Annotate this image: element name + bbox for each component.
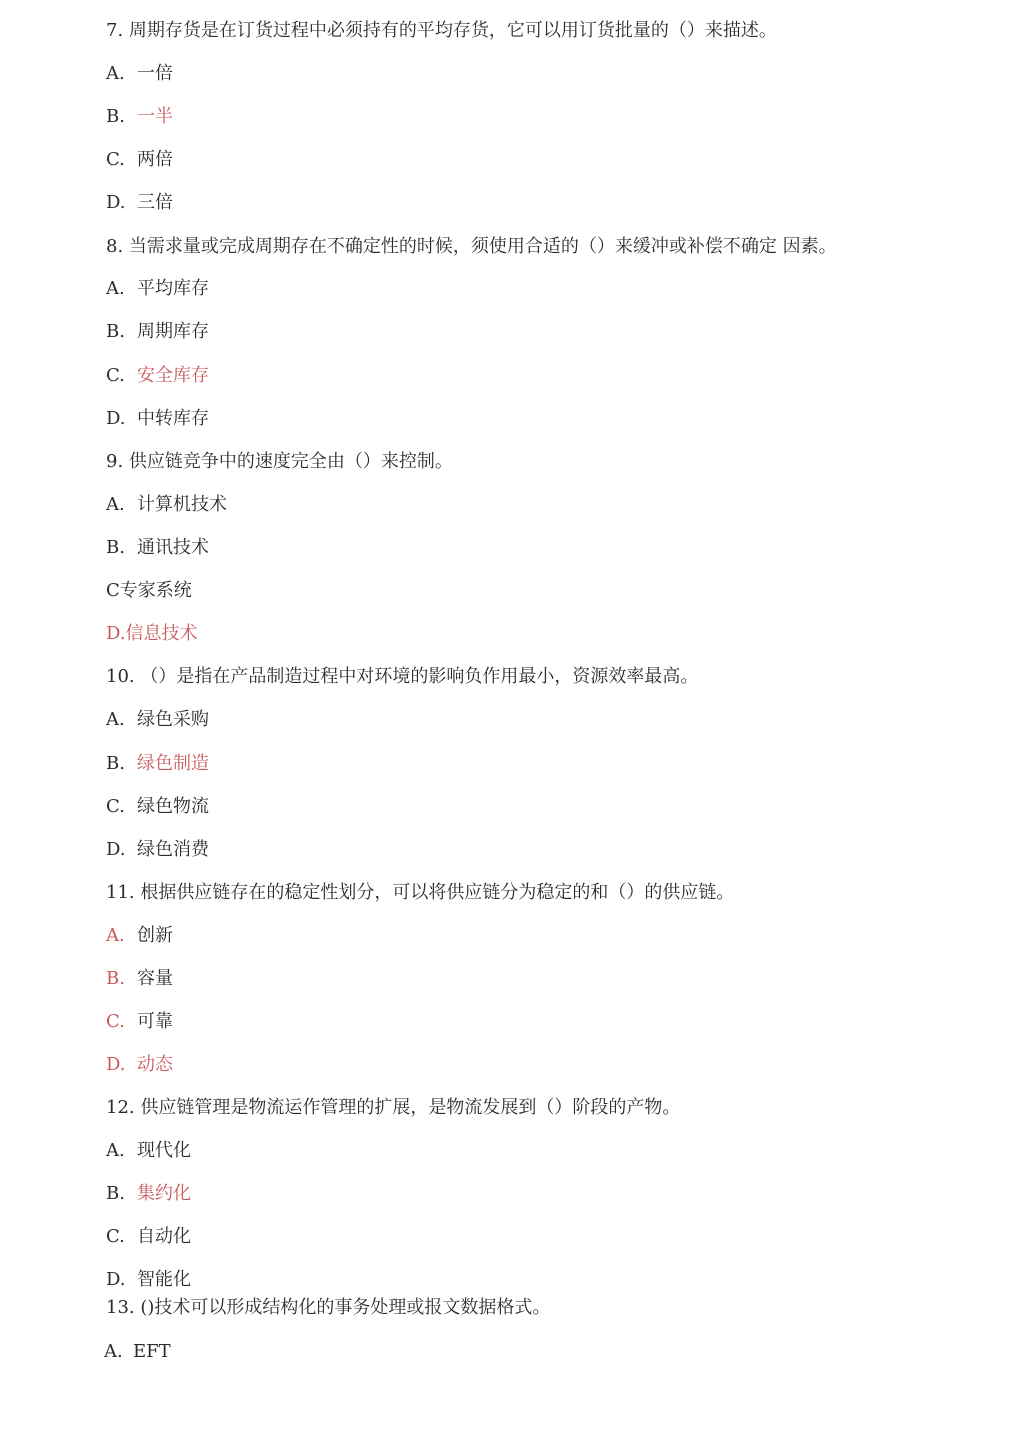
option-text: 绿色采购 [137, 709, 209, 730]
option-text: 创新 [137, 925, 173, 946]
option-marker: C [106, 580, 120, 601]
option-text: 中转库存 [137, 408, 209, 429]
q10-option-a [106, 708, 209, 732]
option-marker: B. [106, 321, 125, 342]
q11-option-a [106, 924, 173, 948]
option-text: 周期库存 [137, 321, 209, 342]
q11-option-d [106, 1053, 173, 1077]
option-text: 现代化 [137, 1140, 191, 1161]
q12-option-d [106, 1268, 191, 1292]
q12-option-c [106, 1225, 191, 1249]
option-text: 绿色物流 [137, 796, 209, 817]
option-text: 专家系统 [119, 580, 192, 601]
option-marker: B. [106, 106, 125, 127]
option-marker: D. [106, 839, 126, 860]
q8-option-a [106, 277, 209, 301]
option-marker: D. [106, 623, 126, 644]
q9-option-b [106, 536, 209, 560]
option-marker: A. [106, 709, 125, 730]
option-text: 可靠 [137, 1011, 173, 1032]
question-13-stem: 13. ()技术可以形成结构化的事务处理或报文数据格式。 [106, 1297, 551, 1318]
q10-option-c [106, 795, 209, 819]
question-8-stem: 8. 当需求量或完成周期存在不确定性的时候，须使用合适的（）来缓冲或补偿不确定 因素。 [106, 236, 837, 257]
option-text: 两倍 [137, 149, 173, 170]
option-marker-answer: A. [106, 925, 125, 946]
option-marker: D. [106, 1269, 126, 1290]
option-marker: C. [106, 365, 125, 386]
q7-option-b [106, 105, 173, 129]
q9-option-d [106, 622, 198, 646]
option-marker: A. [106, 494, 125, 515]
option-text-answer: 集约化 [137, 1183, 191, 1204]
q13-option-a [104, 1340, 171, 1364]
option-text: 三倍 [137, 192, 173, 213]
option-marker: C. [106, 1226, 125, 1247]
option-text: 容量 [137, 968, 173, 989]
option-marker: B. [106, 753, 125, 774]
option-text-answer: 信息技术 [125, 623, 198, 644]
option-marker: A. [106, 1140, 125, 1161]
option-marker: D. [106, 192, 126, 213]
q7-option-d [106, 191, 173, 215]
option-marker: D. [106, 408, 126, 429]
q8-option-b [106, 320, 209, 344]
option-text: 一倍 [137, 63, 173, 84]
option-text: 智能化 [137, 1269, 191, 1290]
q10-option-d [106, 838, 209, 862]
option-marker: A. [104, 1341, 123, 1362]
option-text-answer: 一半 [137, 106, 173, 127]
option-text-answer: 安全库存 [137, 365, 209, 386]
q8-option-c [106, 364, 209, 388]
q11-option-c [106, 1010, 173, 1034]
option-text-answer: 动态 [137, 1054, 173, 1075]
option-marker-answer: B. [106, 968, 125, 989]
option-text: EFT [133, 1341, 171, 1362]
option-text: 通讯技术 [137, 537, 209, 558]
q9-option-c [106, 579, 192, 603]
q9-option-a [106, 493, 227, 517]
option-marker: A. [106, 63, 125, 84]
option-text: 计算机技术 [137, 494, 227, 515]
q12-option-a [106, 1139, 191, 1163]
q7-option-a [106, 62, 173, 86]
question-11-stem: 11. 根据供应链存在的稳定性划分，可以将供应链分为稳定的和（）的供应链。 [106, 882, 735, 903]
option-text: 绿色消费 [137, 839, 209, 860]
q11-option-b [106, 967, 173, 991]
option-marker: B. [106, 537, 125, 558]
option-marker-answer: C. [106, 1011, 125, 1032]
option-text: 平均库存 [137, 278, 209, 299]
question-7-stem: 7. 周期存货是在订货过程中必须持有的平均存货，它可以用订货批量的（）来描述。 [106, 20, 777, 41]
option-text: 自动化 [137, 1226, 191, 1247]
option-marker-answer: D. [106, 1054, 126, 1075]
option-marker: A. [106, 278, 125, 299]
q8-option-d [106, 407, 209, 431]
q12-option-b [106, 1182, 191, 1206]
option-marker: C. [106, 149, 125, 170]
q10-option-b [106, 752, 209, 776]
option-marker: C. [106, 796, 125, 817]
q7-option-c [106, 148, 173, 172]
option-text-answer: 绿色制造 [137, 753, 209, 774]
question-10-stem: 10. （）是指在产品制造过程中对环境的影响负作用最小，资源效率最高。 [106, 666, 699, 687]
question-12-stem: 12. 供应链管理是物流运作管理的扩展，是物流发展到（）阶段的产物。 [106, 1097, 681, 1118]
question-9-stem: 9. 供应链竞争中的速度完全由（）来控制。 [106, 451, 453, 472]
option-marker: B. [106, 1183, 125, 1204]
